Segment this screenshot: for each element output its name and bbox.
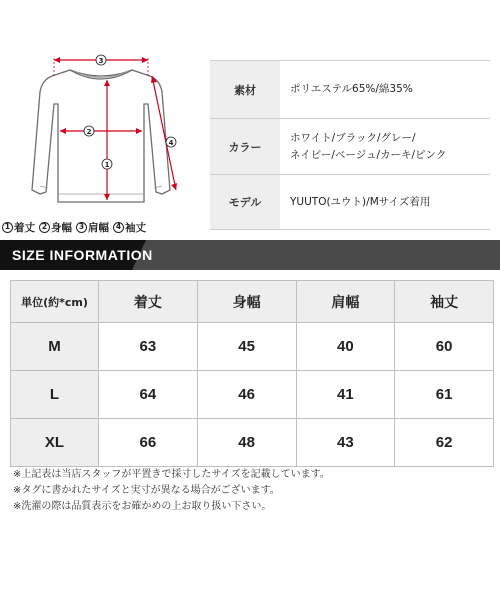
size-label: XL — [11, 419, 99, 467]
model-text: YUUTO(ユウト)/Mサイズ着用 — [290, 195, 431, 208]
size-table — [10, 280, 494, 467]
legend-item-body-width — [39, 219, 72, 235]
legend-number: 3 — [76, 222, 87, 233]
measurement-legend — [2, 219, 202, 235]
garment-measurement-diagram — [0, 40, 200, 236]
table-cell: 45 — [197, 323, 296, 371]
legend-label: 着丈 — [14, 221, 35, 234]
spec-value — [280, 61, 490, 118]
legend-item-length — [2, 219, 35, 235]
legend-label: 袖丈 — [125, 221, 146, 234]
legend-label: 身幅 — [51, 221, 72, 234]
spec-key: 素材 — [210, 61, 280, 118]
table-row — [11, 371, 494, 419]
table-cell: 61 — [395, 371, 494, 419]
legend-number: 2 — [39, 222, 50, 233]
marker-1: 1 — [104, 160, 110, 169]
legend-number: 1 — [2, 222, 13, 233]
product-info-section — [0, 0, 500, 238]
spec-row-model — [210, 174, 490, 230]
size-table-header-row — [11, 281, 494, 323]
legend-item-shoulder-width — [76, 219, 109, 235]
table-cell: 40 — [296, 323, 395, 371]
note-line: ※タグに書かれたサイズと実寸が異なる場合がございます。 — [13, 485, 280, 496]
column-header-sleeve-length: 袖丈 — [395, 281, 494, 323]
spec-table — [210, 60, 490, 230]
spec-key: モデル — [210, 175, 280, 229]
unit-header: 単位(約*cm) — [11, 281, 99, 323]
legend-item-sleeve-length — [113, 219, 146, 235]
spec-row-material — [210, 60, 490, 118]
legend-label: 肩幅 — [88, 221, 109, 234]
table-cell: 60 — [395, 323, 494, 371]
column-header-length: 着丈 — [99, 281, 198, 323]
table-cell: 41 — [296, 371, 395, 419]
table-cell: 62 — [395, 419, 494, 467]
color-text-line-2: ネイビー/ベージュ/カーキ/ピンク — [290, 148, 447, 161]
column-header-body-width: 身幅 — [197, 281, 296, 323]
column-header-shoulder-width: 肩幅 — [296, 281, 395, 323]
spec-row-color — [210, 118, 490, 174]
table-cell: 64 — [99, 371, 198, 419]
marker-4: 4 — [168, 138, 174, 147]
marker-3: 3 — [98, 56, 104, 65]
note-line: ※上記表は当店スタッフが平置きで採寸したサイズを記載しています。 — [13, 469, 330, 480]
spec-key: カラー — [210, 119, 280, 174]
spec-value — [280, 119, 490, 174]
size-label: M — [11, 323, 99, 371]
material-text: ポリエステル65%/綿35% — [290, 83, 413, 96]
table-cell: 46 — [197, 371, 296, 419]
table-cell: 43 — [296, 419, 395, 467]
table-cell: 48 — [197, 419, 296, 467]
legend-number: 4 — [113, 222, 124, 233]
note-line: ※洗濯の際は品質表示をお確かめの上お取り扱い下さい。 — [13, 501, 272, 512]
table-cell: 63 — [99, 323, 198, 371]
sweatshirt-illustration — [0, 40, 200, 220]
notes — [13, 467, 493, 515]
size-information-header — [0, 240, 500, 270]
table-cell: 66 — [99, 419, 198, 467]
spec-value — [280, 175, 490, 229]
table-row — [11, 419, 494, 467]
table-row — [11, 323, 494, 371]
marker-2: 2 — [86, 127, 92, 136]
size-information-title: SIZE INFORMATION — [12, 247, 153, 263]
size-label: L — [11, 371, 99, 419]
color-text-line-1: ホワイト/ブラック/グレー/ — [290, 132, 416, 145]
